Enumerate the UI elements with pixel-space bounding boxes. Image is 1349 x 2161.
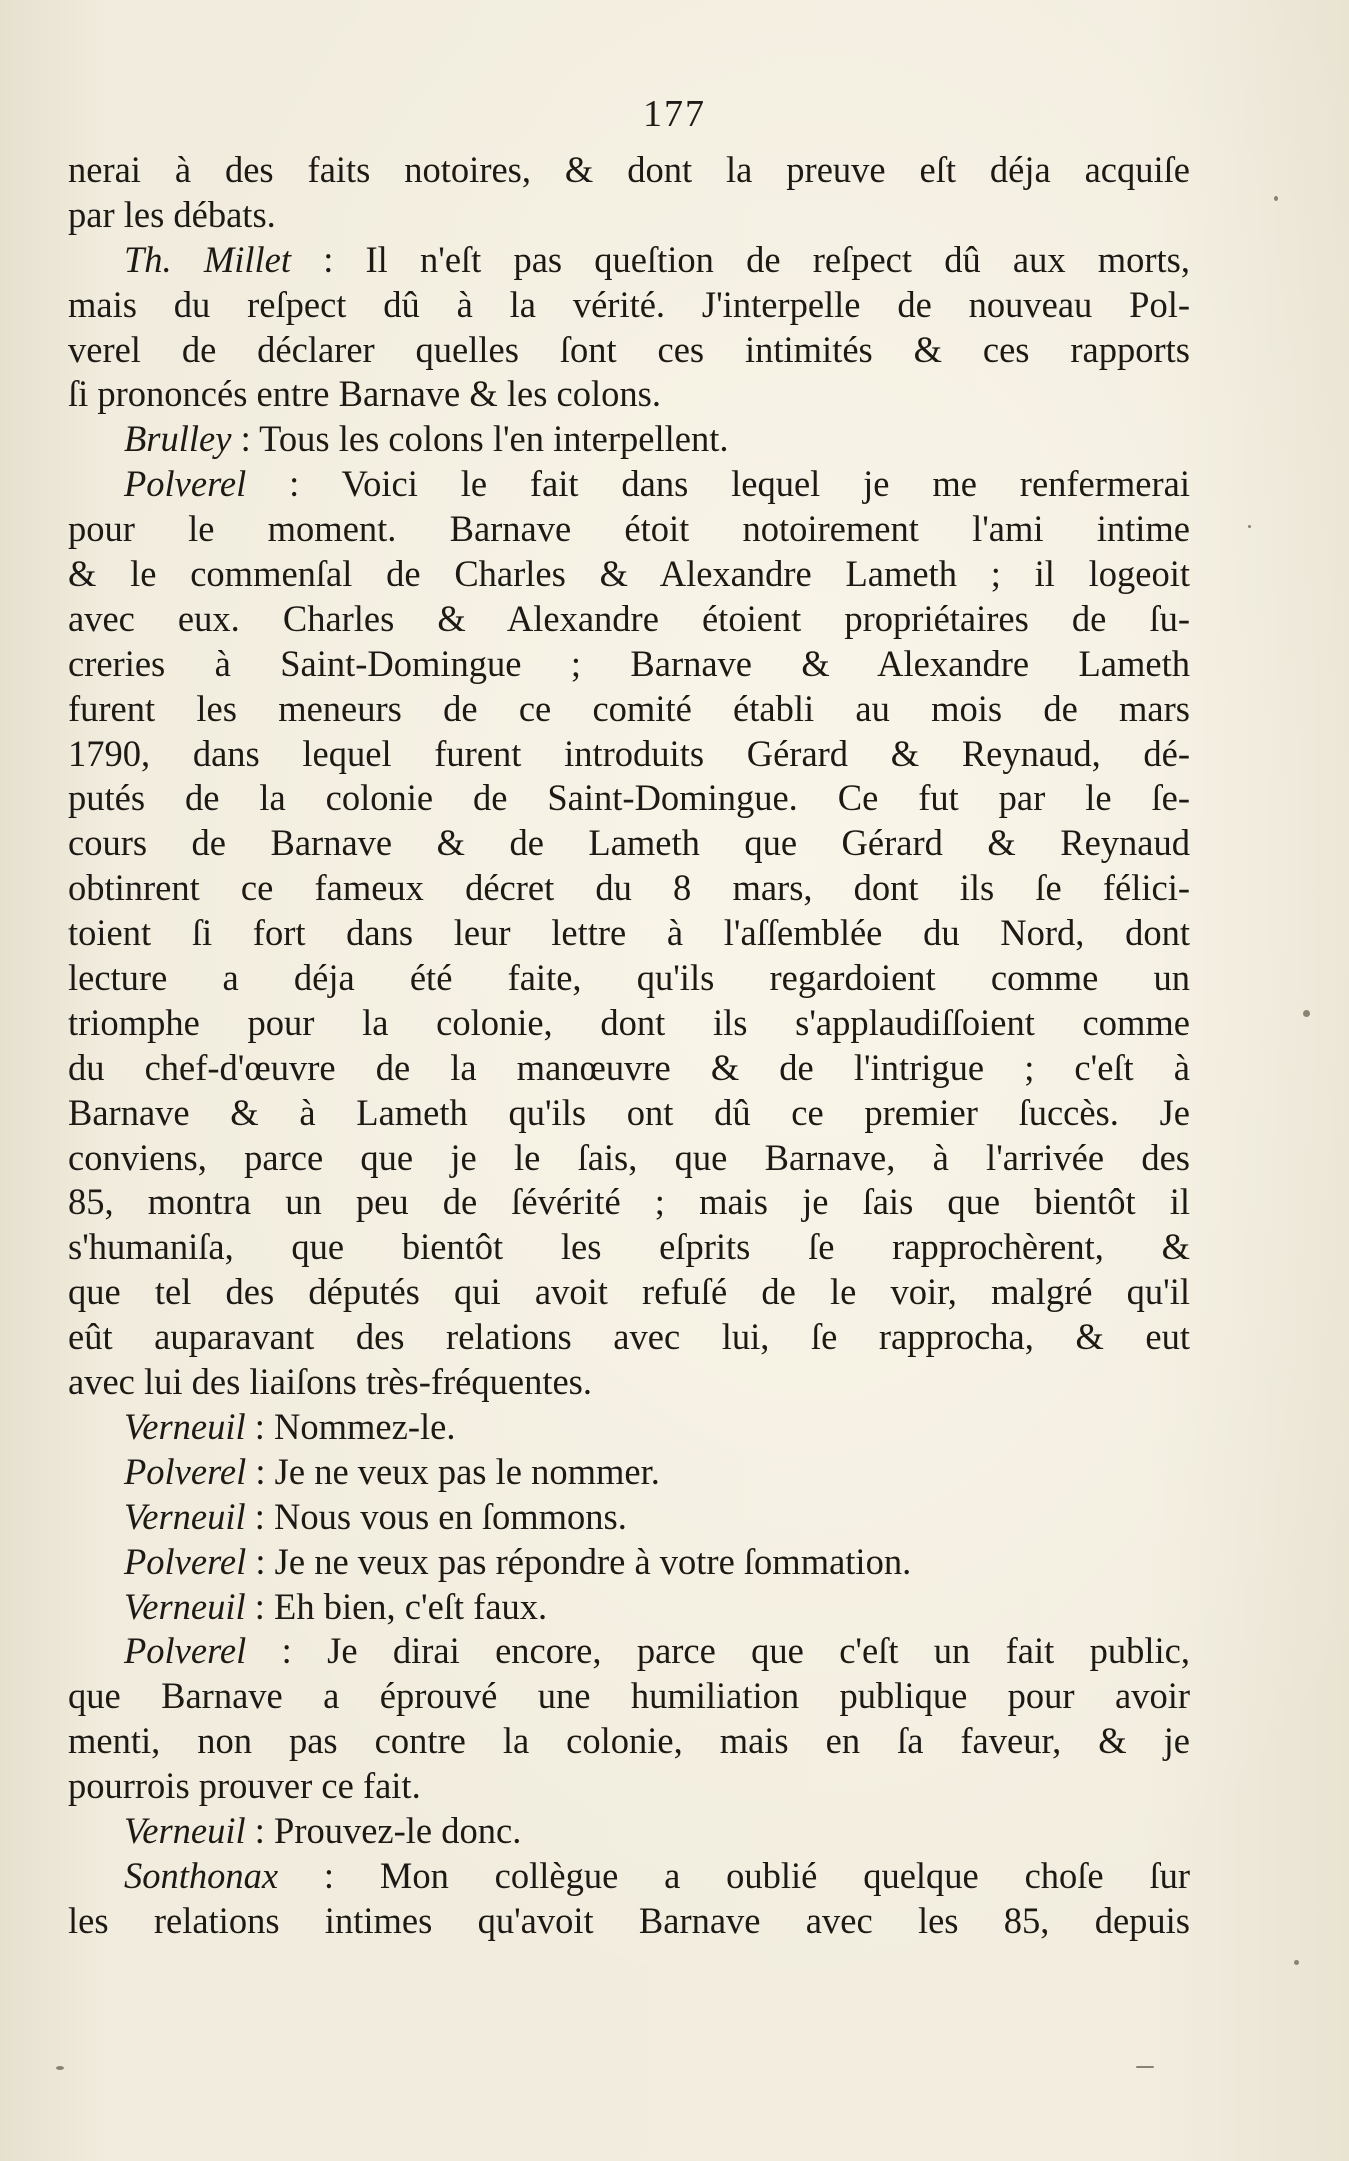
speaker-name: Brulley (124, 418, 232, 460)
line-text: furent les meneurs de ce comité établi au mois de mars (68, 687, 1190, 729)
line-text: s'humaniſa, que bientôt les eſprits ſe rapprochèrent, & (68, 1226, 1190, 1268)
text-line (68, 148, 1190, 193)
paper-speck (56, 2066, 64, 2070)
text-line (68, 1764, 1190, 1809)
line-text: : Nommez-le. (245, 1405, 456, 1447)
text-line (68, 238, 1190, 283)
speaker-name: Verneuil (124, 1495, 246, 1537)
line-text: par les débats. (68, 193, 276, 235)
paper-speck (1303, 1010, 1310, 1017)
text-line (68, 821, 1190, 866)
line-text: putés de la colonie de Saint-Domingue. Ce fut par le ſe- (68, 777, 1190, 819)
line-text: avec lui des liaiſons très-fréquentes. (68, 1361, 592, 1403)
text-line (68, 552, 1190, 597)
text-line (68, 193, 1190, 238)
line-text: eût auparavant des relations avec lui, ſe rapprocha, & eut (68, 1316, 1190, 1358)
text-line (68, 1091, 1190, 1136)
line-text: : Je ne veux pas répondre à votre ſommation. (246, 1540, 912, 1582)
text-line (68, 1315, 1190, 1360)
paper-speck (1294, 1960, 1299, 1965)
text-line (68, 1405, 1190, 1450)
line-text: les relations intimes qu'avoit Barnave avec les 85, depuis (68, 1899, 1190, 1941)
page-body-text (68, 148, 1190, 1944)
text-line (68, 328, 1190, 373)
line-text: & le commenſal de Charles & Alexandre Lameth ; il logeoit (68, 553, 1190, 595)
text-line (68, 283, 1190, 328)
line-text: mais du reſpect dû à la vérité. J'interpelle de nouveau Pol- (68, 283, 1190, 325)
text-line (68, 372, 1190, 417)
text-line (68, 597, 1190, 642)
paper-speck (1274, 196, 1278, 201)
line-text: : Il n'eſt pas queſtion de reſpect dû aux morts, (291, 238, 1191, 280)
speaker-name: Verneuil (124, 1405, 246, 1447)
line-text: du chef-d'œuvre de la manœuvre & de l'intrigue ; c'eſt à (68, 1046, 1190, 1088)
line-text: cours de Barnave & de Lameth que Gérard & Reynaud (68, 822, 1190, 864)
text-line (68, 1136, 1190, 1181)
line-text: Barnave & à Lameth qu'ils ont dû ce premier ſuccès. Je (68, 1091, 1190, 1133)
text-line (68, 1899, 1190, 1944)
line-text: : Nous vous en ſommons. (245, 1495, 627, 1537)
text-line (68, 1270, 1190, 1315)
text-line (68, 866, 1190, 911)
text-line (68, 462, 1190, 507)
speaker-name: Th. Millet (124, 238, 292, 280)
text-line (68, 956, 1190, 1001)
text-line (68, 911, 1190, 956)
line-text: verel de déclarer quelles ſont ces intimités & ces rapports (68, 328, 1190, 370)
text-line (68, 1674, 1190, 1719)
text-line (68, 1495, 1190, 1540)
line-text: : Prouvez-le donc. (245, 1809, 522, 1851)
speaker-name: Polverel (124, 463, 247, 505)
line-text: : Mon collègue a oublié quelque choſe ſur (278, 1854, 1190, 1896)
text-line (68, 1585, 1190, 1630)
text-line (68, 1719, 1190, 1764)
text-line (68, 732, 1190, 777)
line-text: avec eux. Charles & Alexandre étoient propriétaires de ſu- (68, 597, 1190, 639)
line-text: pourrois prouver ce fait. (68, 1765, 421, 1807)
line-text: lecture a déja été faite, qu'ils regardoient comme un (68, 957, 1190, 999)
text-line (68, 1046, 1190, 1091)
line-text: que tel des députés qui avoit refuſé de le voir, malgré qu'il (68, 1271, 1190, 1313)
text-line (68, 1001, 1190, 1046)
text-line (68, 507, 1190, 552)
text-line (68, 1540, 1190, 1585)
line-text: pour le moment. Barnave étoit notoirement l'ami intime (68, 508, 1190, 550)
speaker-name: Verneuil (124, 1809, 246, 1851)
line-text: ſi prononcés entre Barnave & les colons. (68, 373, 661, 415)
line-text: 85, montra un peu de ſévérité ; mais je ſais que bientôt il (68, 1181, 1190, 1223)
line-text: que Barnave a éprouvé une humiliation publique pour avoir (68, 1675, 1190, 1717)
speaker-name: Polverel (124, 1630, 247, 1672)
line-text: nerai à des faits notoires, & dont la preuve eſt déja acquiſe (68, 149, 1190, 190)
line-text: creries à Saint-Domingue ; Barnave & Alexandre Lameth (68, 642, 1190, 684)
line-text: : Tous les colons l'en interpellent. (231, 418, 729, 460)
paper-speck (1136, 2066, 1154, 2068)
line-text: : Voici le fait dans lequel je me renfermerai (246, 463, 1190, 505)
text-line (68, 687, 1190, 732)
text-line (68, 1854, 1190, 1899)
text-line (68, 1629, 1190, 1674)
text-line (68, 1450, 1190, 1495)
line-text: obtinrent ce fameux décret du 8 mars, dont ils ſe félici- (68, 867, 1190, 909)
line-text: triomphe pour la colonie, dont ils s'applaudiſſoient comme (68, 1001, 1190, 1043)
text-line (68, 642, 1190, 687)
paper-speck (1248, 525, 1251, 528)
line-text: : Je ne veux pas le nommer. (246, 1450, 660, 1492)
text-line (68, 1360, 1190, 1405)
speaker-name: Sonthonax (124, 1854, 279, 1896)
text-line (68, 1225, 1190, 1270)
speaker-name: Polverel (124, 1450, 247, 1492)
line-text: 1790, dans lequel furent introduits Gérard & Reynaud, dé- (68, 732, 1190, 774)
text-line (68, 776, 1190, 821)
line-text: : Je dirai encore, parce que c'eſt un fait public, (246, 1630, 1190, 1672)
text-line (68, 1809, 1190, 1854)
page-number: 177 (643, 93, 706, 135)
speaker-name: Verneuil (124, 1585, 246, 1627)
line-text: conviens, parce que je le ſais, que Barnave, à l'arrivée des (68, 1136, 1190, 1178)
text-line (68, 1180, 1190, 1225)
speaker-name: Polverel (124, 1540, 247, 1582)
text-line (68, 417, 1190, 462)
line-text: toient ſi fort dans leur lettre à l'aſſemblée du Nord, dont (68, 912, 1190, 954)
line-text: menti, non pas contre la colonie, mais en ſa faveur, & je (68, 1720, 1190, 1762)
line-text: : Eh bien, c'eſt faux. (245, 1585, 548, 1627)
